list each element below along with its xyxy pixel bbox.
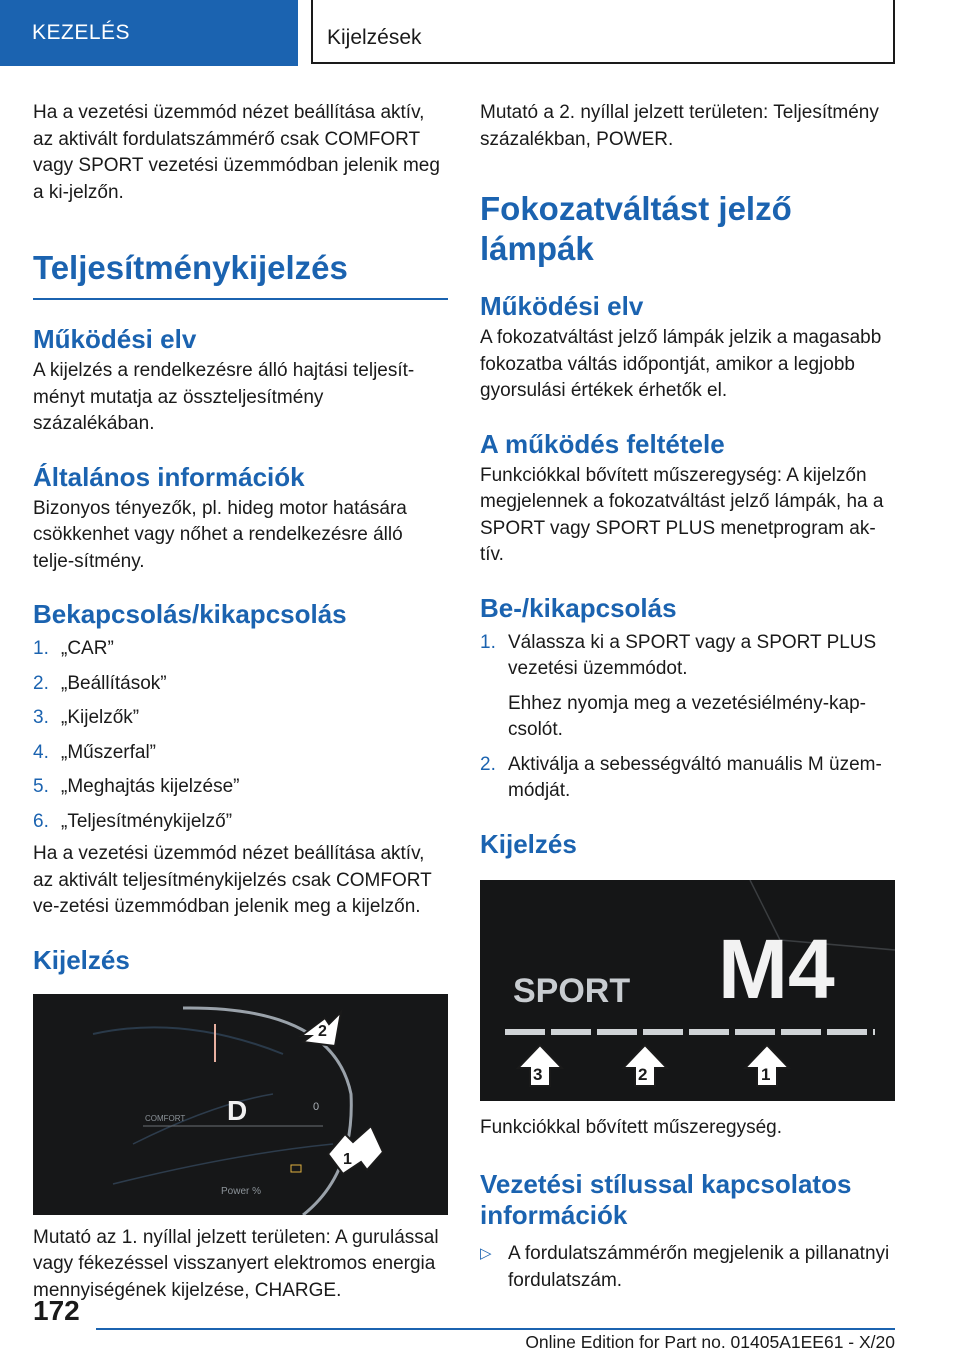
zero-mark: 0 [313,1100,320,1113]
principle-heading: Működési elv [33,324,197,354]
list-item [480,752,895,805]
on-off-heading: Bekapcsolás/kikapcsolás [33,599,347,629]
step-text: „Teljesítménykijelző” [61,810,233,832]
edition-footer: Online Edition for Part no. 01405A1EE61 - X/20 [525,1332,895,1352]
step-text: „Műszerfal” [61,741,157,763]
step-text: Aktiválja a sebességváltó manuális M üzem-módját. [508,753,882,801]
performance-display-figure [33,994,448,1215]
svg-text:1: 1 [761,1064,771,1084]
right-column [480,100,895,1294]
list-item [33,671,448,698]
section-title: Kijelzések [327,26,422,49]
shift-on-off-heading: Be-/kikapcsolás [480,592,677,623]
list-item [33,740,448,767]
list-item [480,630,895,744]
step-text: „Kijelzők” [61,707,140,728]
step-text: „Beállítások” [61,672,167,694]
bullet-text: A fordulatszámmérőn megjelenik a pillanatnyi fordulatszám. [508,1243,890,1291]
power-label: Power % [221,1185,262,1197]
shift-principle-text: A fokozatváltást jelző lámpák jelzik a magasabb fokozatba váltás időpontját, amikor a legjobb gyorsulási értékek érhetők el. [480,327,882,401]
svg-text:1: 1 [343,1150,352,1168]
driving-style-list [480,1241,895,1294]
shift-cluster-image [480,880,895,1101]
step-number: 2. [480,753,496,775]
intro-paragraph: Ha a vezetési üzemmód nézet beállítása aktív, az aktivált fordulatszámmérő csak COMFORT vagy SPORT vezetési üzemmódban jelenik meg a ki-jelzőn. [33,102,440,203]
step-number: 4. [33,741,49,763]
display-heading: Kijelzés [33,944,130,975]
shift-principle-heading: Működési elv [480,291,644,321]
step-number: 1. [480,631,496,653]
steps-list [33,636,448,835]
principle-text: A kijelzés a rendelkezésre álló hajtási teljesít-ményt mutatja az összteljesítmény százalékában. [33,360,415,434]
step-text: Válassza ki a SPORT vagy a SPORT PLUS vezetési üzemmódot. [508,631,877,679]
driving-style-heading: Vezetési stílussal kapcsolatos információk [480,1169,852,1230]
gear-indicator: D [227,1094,248,1126]
shift-lights-figure [480,880,895,1101]
general-info-text: Bizonyos tényezők, pl. hideg motor hatására csökkenhet vagy nőhet a rendelkezésre álló telje-sítmény. [33,497,407,572]
list-item [33,705,448,732]
shift-lights-title: Fokozatváltást jelző lámpák [480,190,792,267]
condition-text: Funkciókkal bővített műszeregység: A kijelzőn megjelennek a fokozatváltást jelző lámpák, ha a SPORT vagy SPORT PLUS menetprogram ak-tív. [480,464,884,565]
step-number: 2. [33,672,49,694]
shift-display-heading: Kijelzés [480,828,577,859]
section-header [311,0,895,64]
mode-label: COMFORT [145,1113,186,1123]
triangle-bullet-icon: ▷ [480,1245,492,1262]
condition-heading: A működés feltétele [480,428,725,459]
page-number: 172 [33,1295,80,1326]
general-info-heading: Általános információk [33,461,305,492]
svg-text:3: 3 [533,1064,543,1084]
left-column [33,100,448,1304]
instrument-cluster-image [33,994,448,1215]
svg-text:2: 2 [638,1064,648,1084]
comfort-note: Ha a vezetési üzemmód nézet beállítása aktív, az aktivált teljesítménykijelzés csak COMFORT ve-zetési üzemmódban jelenik meg a kijelzőn. [33,843,432,917]
step-number: 5. [33,776,49,797]
list-item [33,774,448,801]
chapter-tab [0,0,298,66]
step-number: 3. [33,707,49,728]
shift-figure-caption: Funkciókkal bővített műszeregység. [480,1116,783,1138]
gear-indicator: M4 [718,921,835,1016]
arrow-2-description: Mutató a 2. nyíllal jelzett területen: Teljesítmény százalékban, POWER. [480,102,879,150]
step-subtext: Ehhez nyomja meg a vezetésiélmény-kap-csolót. [508,692,867,740]
list-item [33,636,448,663]
performance-display-title: Teljesítménykijelzés [33,248,448,300]
figure-caption: Mutató az 1. nyíllal jelzett területen: A gurulással vagy fékezéssel visszanyert elektromos energia mennyiségének kijelzése, CHARGE. [33,1226,439,1301]
step-number: 6. [33,810,49,832]
chapter-title: KEZELÉS [32,21,131,44]
step-number: 1. [33,638,49,659]
shift-steps-list [480,630,895,805]
list-item [480,1241,895,1294]
step-text: „Meghajtás kijelzése” [61,776,240,797]
mode-label: SPORT [513,971,631,1010]
step-text: „CAR” [61,638,114,659]
list-item [33,809,448,836]
svg-text:2: 2 [318,1022,327,1040]
footer-divider [96,1328,895,1330]
